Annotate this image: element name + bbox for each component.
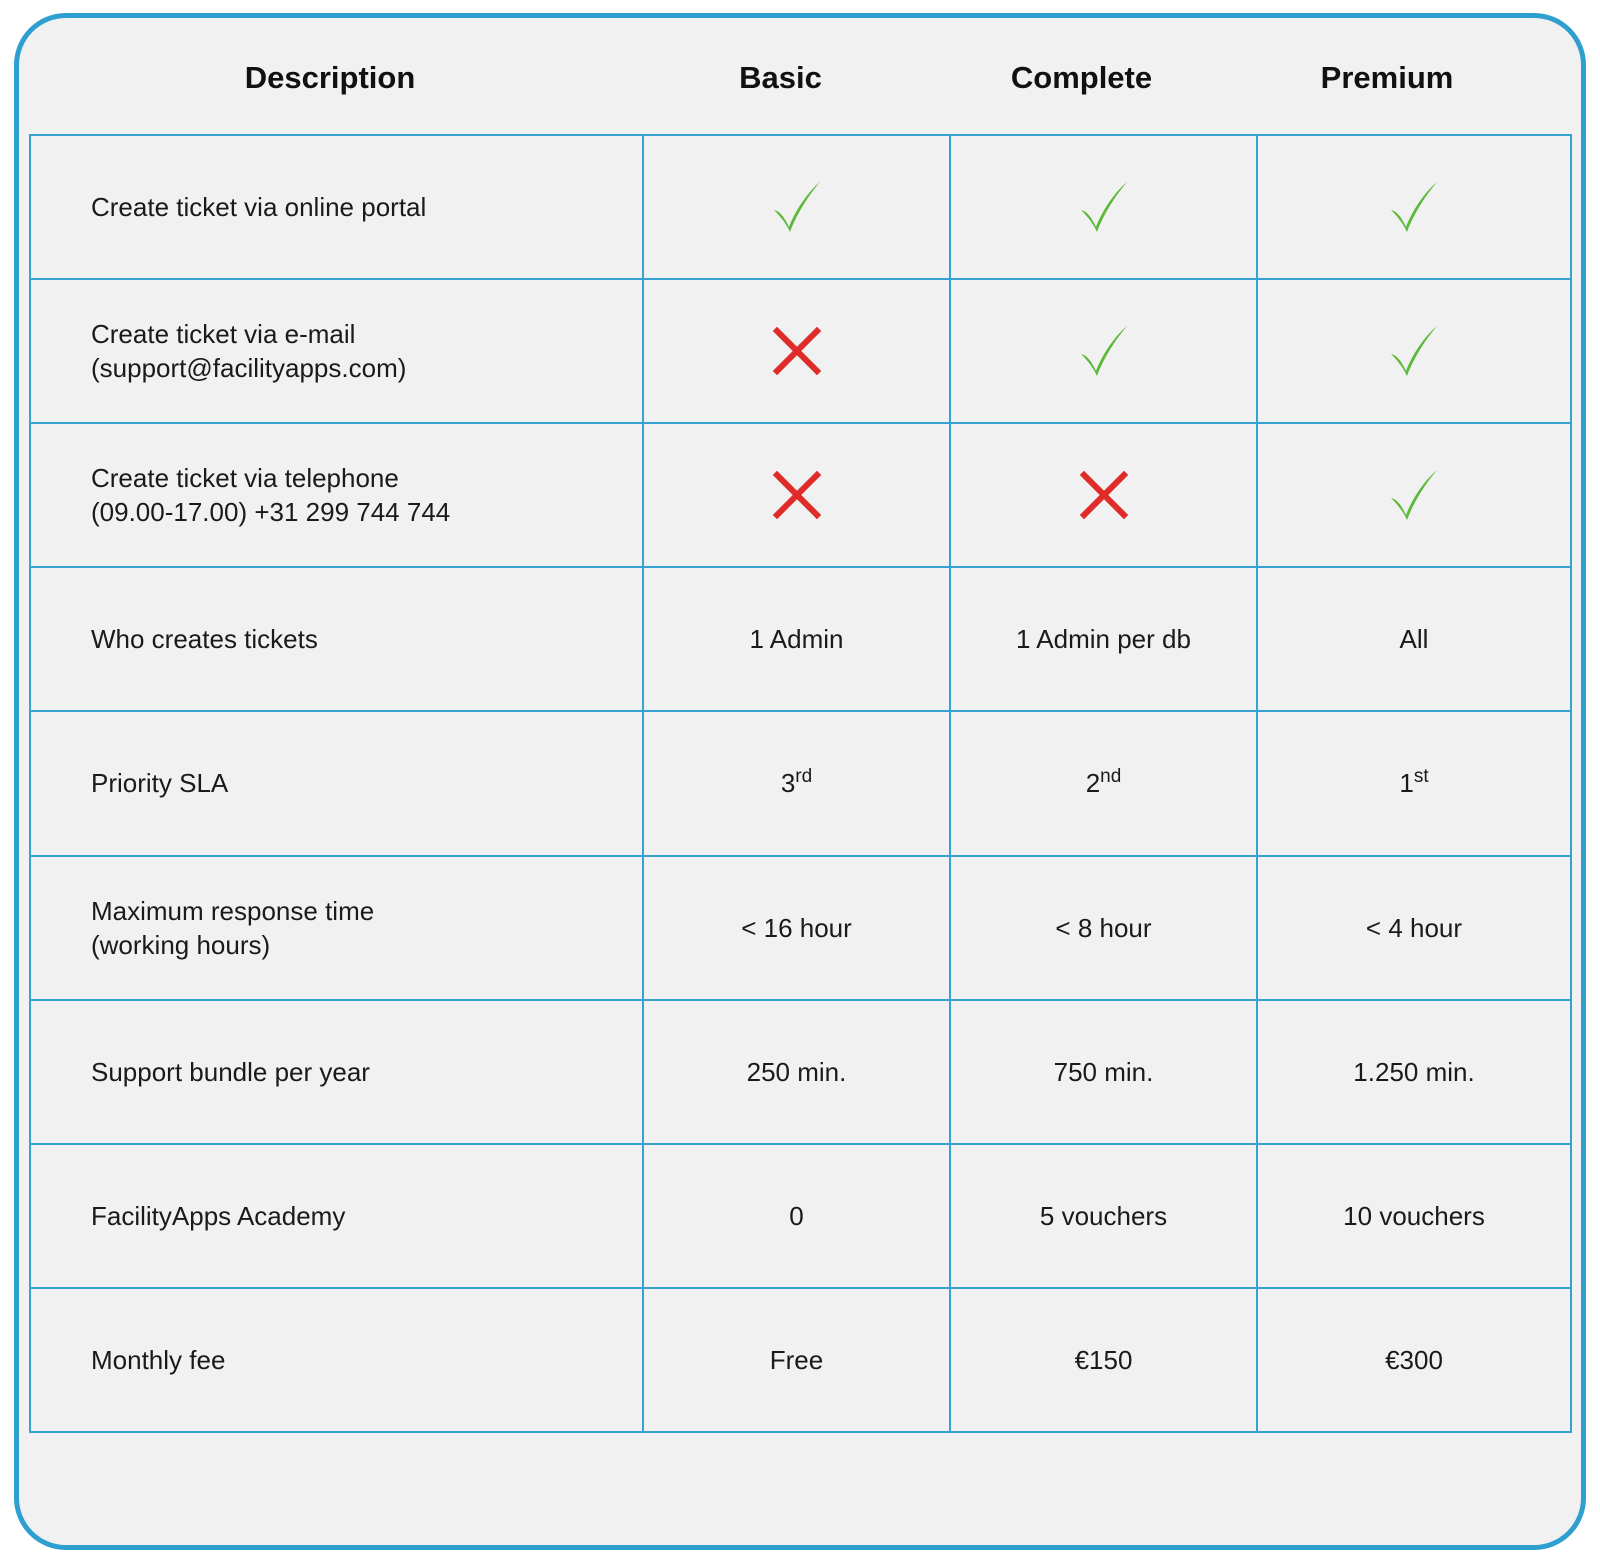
plan-value: 1 Admin per db — [1016, 624, 1191, 655]
feature-description-line: Create ticket via telephone — [91, 463, 399, 494]
priority-rank-number: 1 — [1399, 768, 1414, 799]
feature-description-line: FacilityApps Academy — [91, 1200, 346, 1231]
check-icon — [1386, 179, 1442, 235]
premium-plan-cell — [1257, 856, 1571, 1000]
priority-rank-suffix: rd — [795, 766, 813, 788]
premium-plan-cell — [1257, 1144, 1571, 1288]
table-row — [30, 1000, 1571, 1144]
priority-rank-number: 2 — [1085, 768, 1101, 799]
premium-plan-cell — [1257, 1288, 1571, 1432]
check-icon — [1386, 467, 1442, 523]
table-row — [30, 567, 1571, 711]
premium-plan-cell — [1257, 711, 1571, 855]
plan-value: 10 vouchers — [1343, 1200, 1485, 1231]
basic-plan-cell — [643, 1000, 950, 1144]
basic-plan-cell — [643, 1144, 950, 1288]
complete-plan-cell — [950, 1144, 1257, 1288]
basic-plan-cell — [643, 856, 950, 1000]
cross-icon — [1076, 467, 1132, 523]
feature-description-line: Who creates tickets — [91, 624, 318, 655]
feature-description-cell — [30, 423, 643, 567]
basic-plan-cell — [643, 1288, 950, 1432]
premium-plan-cell — [1257, 1000, 1571, 1144]
table-row — [30, 423, 1571, 567]
column-header-basic: Basic — [739, 60, 822, 95]
feature-description-cell — [30, 279, 643, 423]
plan-value: 1 Admin — [749, 624, 844, 655]
basic-plan-cell — [643, 279, 950, 423]
feature-description-line: Create ticket via e-mail — [91, 319, 356, 350]
plan-value: < 8 hour — [1055, 912, 1152, 943]
complete-plan-cell — [950, 567, 1257, 711]
feature-description-line: (working hours) — [91, 929, 271, 960]
plan-value: Free — [769, 1344, 824, 1375]
column-header-row — [30, 40, 1570, 116]
feature-description-line: Create ticket via online portal — [91, 192, 427, 223]
table-row — [30, 856, 1571, 1000]
table-row — [30, 1288, 1571, 1432]
table-row — [30, 279, 1571, 423]
feature-description-cell — [30, 135, 643, 279]
plan-value: All — [1399, 624, 1429, 655]
cross-icon — [769, 467, 825, 523]
basic-plan-cell — [643, 711, 950, 855]
plan-value: 0 — [789, 1200, 804, 1231]
feature-description-cell — [30, 1000, 643, 1144]
cross-icon — [769, 323, 825, 379]
complete-plan-cell — [950, 1288, 1257, 1432]
feature-description-line: Monthly fee — [91, 1344, 226, 1375]
feature-description-cell — [30, 711, 643, 855]
feature-description-cell — [30, 567, 643, 711]
plan-value: €150 — [1074, 1344, 1133, 1375]
priority-rank-number: 3 — [780, 768, 796, 799]
premium-plan-cell — [1257, 423, 1571, 567]
check-icon — [1076, 323, 1132, 379]
feature-description-cell — [30, 856, 643, 1000]
feature-description-cell — [30, 1288, 643, 1432]
complete-plan-cell — [950, 135, 1257, 279]
plan-value: €300 — [1385, 1344, 1443, 1375]
feature-description-line: Priority SLA — [91, 768, 229, 799]
column-header-premium: Premium — [1320, 60, 1454, 95]
priority-rank-suffix: st — [1413, 766, 1429, 788]
premium-plan-cell — [1257, 135, 1571, 279]
column-header-complete: Complete — [1010, 60, 1153, 95]
feature-comparison-table — [29, 134, 1572, 1433]
check-icon — [1076, 179, 1132, 235]
feature-description-line: (09.00-17.00) +31 299 744 744 — [91, 497, 451, 528]
complete-plan-cell — [950, 1000, 1257, 1144]
complete-plan-cell — [950, 856, 1257, 1000]
plan-value: 1.250 min. — [1353, 1056, 1475, 1087]
complete-plan-cell — [950, 711, 1257, 855]
plan-value: 750 min. — [1053, 1056, 1154, 1087]
plan-value: 250 min. — [746, 1056, 847, 1087]
premium-plan-cell — [1257, 279, 1571, 423]
feature-description-line: Support bundle per year — [91, 1056, 370, 1087]
feature-description-line: (support@facilityapps.com) — [91, 353, 407, 384]
feature-description-line: Maximum response time — [91, 895, 375, 926]
plan-value: < 4 hour — [1365, 912, 1463, 943]
check-icon — [1386, 323, 1442, 379]
feature-description-cell — [30, 1144, 643, 1288]
basic-plan-cell — [643, 567, 950, 711]
column-header-description: Description — [244, 60, 416, 95]
priority-rank-suffix: nd — [1100, 766, 1122, 788]
table-row — [30, 1144, 1571, 1288]
complete-plan-cell — [950, 279, 1257, 423]
complete-plan-cell — [950, 423, 1257, 567]
basic-plan-cell — [643, 135, 950, 279]
check-icon — [769, 179, 825, 235]
basic-plan-cell — [643, 423, 950, 567]
premium-plan-cell — [1257, 567, 1571, 711]
plan-value: < 16 hour — [741, 912, 852, 943]
table-row — [30, 711, 1571, 855]
plan-value: 5 vouchers — [1039, 1200, 1168, 1231]
table-row — [30, 135, 1571, 279]
